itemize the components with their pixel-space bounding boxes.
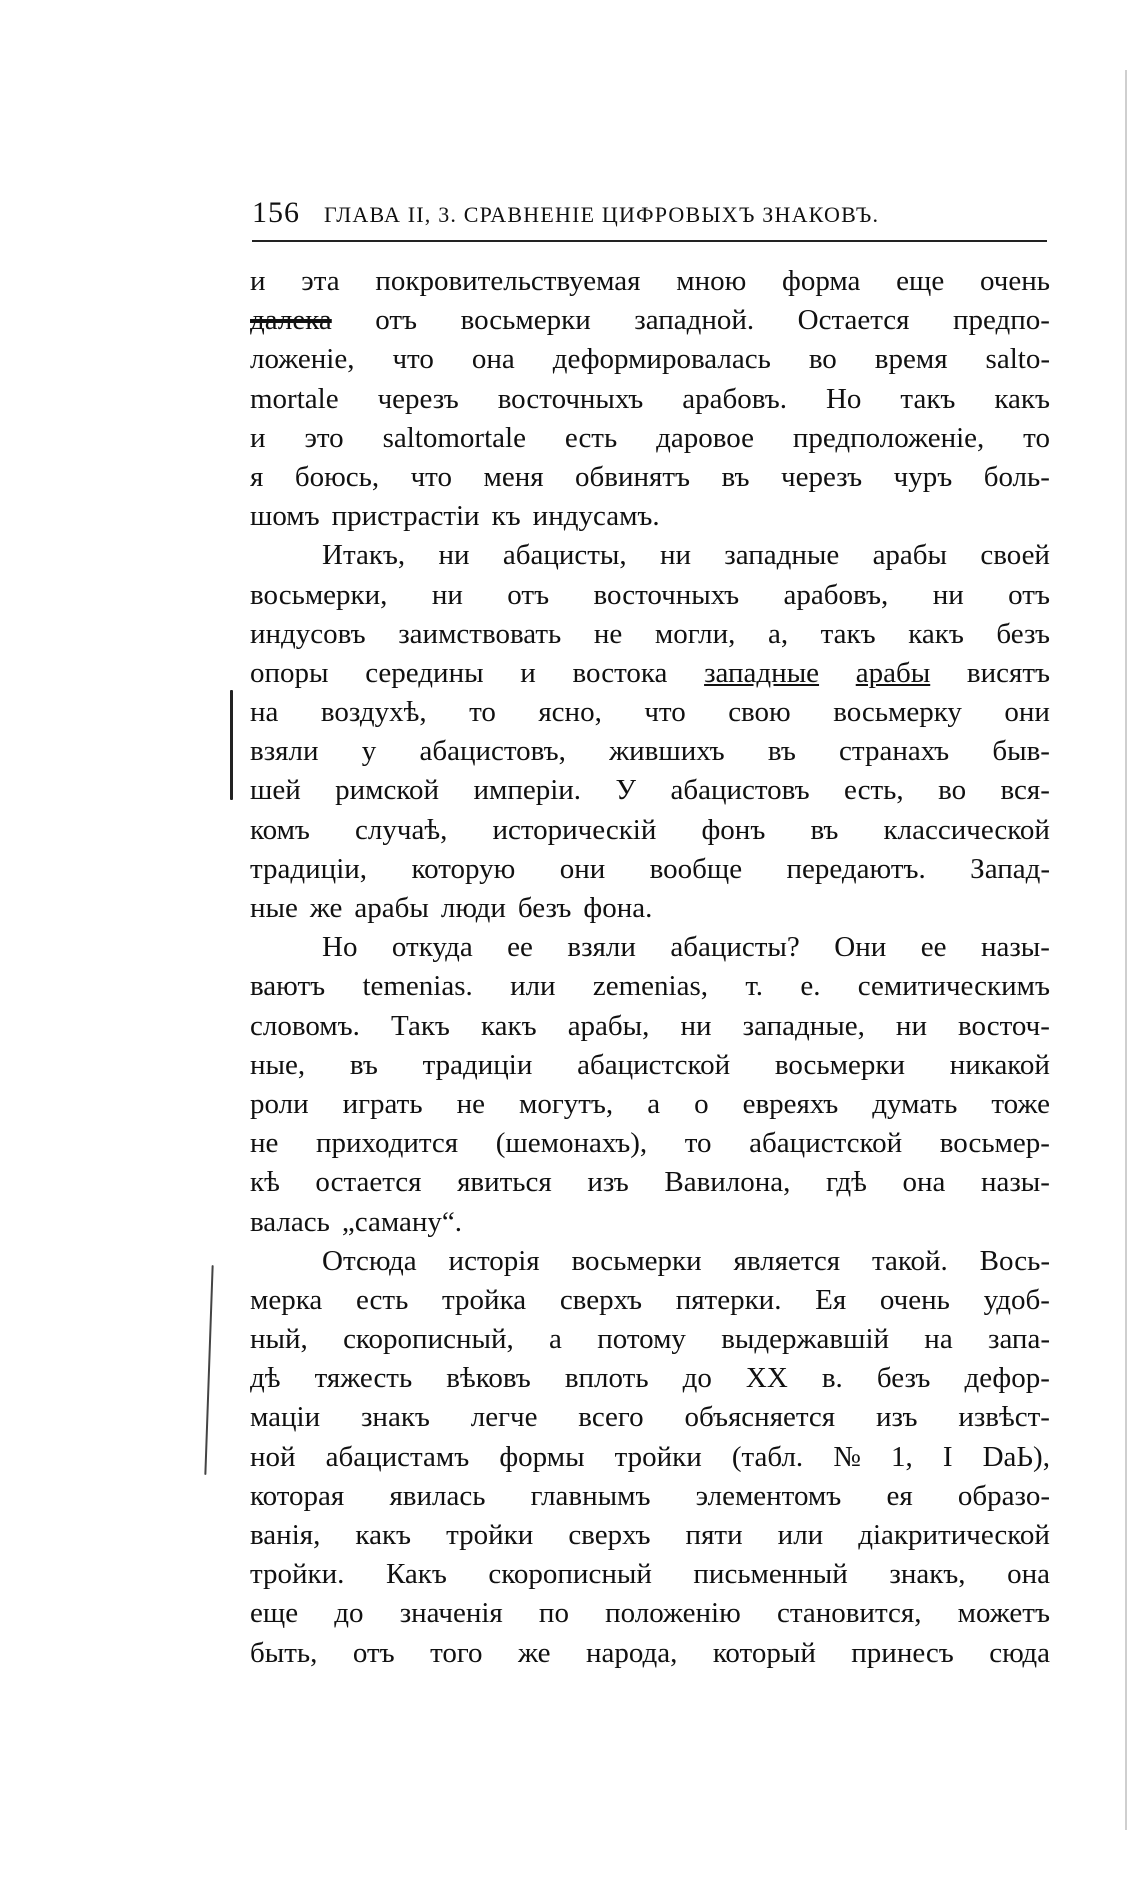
word: взяли — [250, 735, 319, 768]
word: абацистамъ — [325, 1440, 470, 1473]
word: восточ- — [958, 1009, 1050, 1042]
word: salto- — [985, 343, 1050, 376]
word: жившихъ — [609, 735, 725, 768]
word: отъ — [352, 1636, 395, 1669]
word: вся- — [1000, 774, 1050, 807]
word: чуръ — [893, 460, 953, 493]
word: арабовъ, — [783, 578, 889, 611]
word: можетъ — [957, 1597, 1050, 1630]
word: гдѣ — [825, 1166, 867, 1199]
word: Запад- — [970, 852, 1050, 885]
word: эта — [301, 265, 340, 297]
word: играть — [342, 1087, 423, 1120]
word: заимствовать — [398, 617, 562, 650]
word: какъ — [908, 617, 964, 650]
word: вообще — [649, 852, 743, 885]
text-line — [250, 1516, 1050, 1555]
word: еще — [250, 1597, 299, 1630]
word: ни — [431, 578, 463, 611]
word: значенія — [399, 1597, 503, 1630]
word: mortale — [250, 382, 339, 415]
word: Отсюда — [322, 1244, 417, 1277]
word: тройка — [442, 1283, 527, 1316]
word: является — [733, 1244, 841, 1277]
word: семитическимъ — [857, 970, 1050, 1003]
word: отъ — [1008, 578, 1050, 611]
word: запа- — [987, 1323, 1050, 1356]
word: ее — [507, 931, 533, 964]
text-line — [250, 1594, 1050, 1633]
word: арабы — [354, 892, 429, 924]
word: деформировалась — [552, 343, 771, 376]
word: изъ — [876, 1401, 918, 1434]
word: народа, — [585, 1636, 678, 1669]
word: словомъ. — [250, 1009, 360, 1042]
word: Итакъ, — [322, 539, 406, 572]
word: есть — [355, 1283, 409, 1316]
text-line — [250, 497, 1050, 536]
word: „саману“. — [341, 1205, 463, 1238]
word: черезъ — [780, 460, 863, 493]
word: шомъ — [250, 500, 320, 533]
word: кѣ — [250, 1166, 280, 1199]
text-line — [250, 771, 1050, 810]
word: ея — [886, 1479, 913, 1512]
word: 1, — [891, 1440, 913, 1473]
word: они — [559, 852, 606, 885]
word: отъ — [507, 578, 550, 611]
word: предпо- — [953, 304, 1050, 337]
word: еще — [896, 265, 945, 297]
word: классической — [883, 813, 1050, 846]
word: въ — [810, 813, 839, 846]
word: DaЬ), — [982, 1440, 1050, 1473]
word: западной. — [634, 304, 755, 337]
word: всего — [578, 1401, 644, 1434]
word: въ — [721, 460, 750, 493]
text-line — [250, 419, 1050, 458]
word: имперіи. — [473, 774, 582, 807]
text-line — [250, 1046, 1050, 1085]
word: западные, — [742, 1009, 865, 1042]
word: ной — [250, 1440, 296, 1473]
text-line — [250, 1320, 1050, 1359]
word: изъ — [587, 1166, 629, 1199]
text-line — [250, 301, 1050, 340]
word: не — [593, 617, 623, 650]
word: абацистской — [577, 1048, 731, 1081]
word: какъ — [355, 1519, 412, 1551]
word: temenias. — [362, 970, 473, 1003]
word: ясно, — [538, 696, 602, 729]
word: образо- — [957, 1479, 1050, 1512]
word: тяжесть — [314, 1362, 413, 1395]
word: обвинятъ — [575, 460, 691, 493]
text-line — [250, 654, 1050, 693]
word: Какъ — [385, 1558, 447, 1591]
word: быв- — [992, 735, 1050, 768]
word: традиціи, — [250, 852, 368, 885]
word: какъ — [994, 382, 1050, 415]
word: своей — [980, 539, 1050, 572]
word: они — [1004, 696, 1050, 729]
word: же — [309, 892, 343, 924]
word: она — [902, 1166, 946, 1199]
word: главнымъ — [530, 1479, 651, 1512]
word: быть, — [250, 1636, 318, 1669]
word: есть — [564, 421, 618, 454]
word: какъ — [481, 1009, 537, 1042]
word: а — [647, 1087, 661, 1120]
word: ные, — [250, 1048, 306, 1081]
word: никакой — [949, 1048, 1050, 1081]
word: извѣст- — [958, 1401, 1050, 1434]
word: восточныхъ — [593, 578, 740, 611]
word: мерка — [250, 1283, 323, 1316]
word: то — [1023, 421, 1050, 454]
word: есть, — [844, 774, 904, 807]
word: арабовъ. — [682, 382, 787, 415]
word: я — [250, 460, 264, 493]
margin-pencil-mark — [230, 690, 233, 800]
word: на — [250, 696, 279, 729]
word: абацистовъ — [670, 774, 810, 807]
page-number: 156 — [252, 196, 300, 229]
text-line — [250, 458, 1050, 497]
word: пятерки. — [675, 1283, 782, 1316]
word: безъ — [996, 617, 1050, 650]
word: очень — [879, 1283, 950, 1316]
word: тройки — [446, 1519, 534, 1551]
word: индусамъ. — [532, 500, 660, 533]
word: абацистовъ, — [419, 735, 566, 768]
word: даровое — [656, 421, 754, 454]
word: что — [392, 343, 434, 376]
text-line — [250, 693, 1050, 732]
text-line — [250, 850, 1050, 889]
word: опоры — [250, 656, 329, 689]
text-line — [250, 615, 1050, 654]
word: ный, — [250, 1323, 308, 1356]
text-line — [250, 889, 1050, 928]
word: передаютъ. — [786, 852, 926, 885]
word: скорописный — [488, 1558, 652, 1591]
text-line — [250, 536, 1050, 575]
word: письменный — [693, 1558, 848, 1591]
word: или — [777, 1519, 824, 1551]
word: ни — [438, 539, 470, 572]
word: боюсь, — [294, 460, 380, 493]
margin-pencil-mark — [204, 1265, 213, 1475]
word: на — [924, 1323, 953, 1356]
word: (табл. — [731, 1440, 804, 1473]
running-head: ГЛАВА II, 3. СРАВНЕНІЕ ЦИФРОВЫХЪ ЗНАКОВЪ. — [324, 202, 880, 227]
word: ванія, — [250, 1519, 321, 1551]
word: zemenias, — [592, 970, 709, 1003]
word: I — [942, 1440, 953, 1473]
word: положенію — [605, 1597, 741, 1630]
word: явилась — [389, 1479, 486, 1512]
text-line — [250, 1359, 1050, 1398]
word: что — [644, 696, 686, 729]
word: восьмерку — [833, 696, 962, 729]
word: остается — [315, 1166, 422, 1199]
word: время — [874, 343, 948, 376]
word: западные — [724, 539, 840, 572]
word: восточныхъ — [497, 382, 644, 415]
word: тоже — [991, 1087, 1050, 1120]
word: востока — [572, 656, 668, 689]
word: потому — [597, 1323, 686, 1356]
word: арабы — [872, 539, 948, 572]
word: абацистской — [749, 1127, 903, 1160]
text-line — [250, 1163, 1050, 1202]
word: восьмерки — [571, 1244, 702, 1277]
word: абацисты? — [670, 931, 800, 964]
word: въ — [767, 735, 796, 768]
word: знакъ — [360, 1401, 430, 1434]
word: роли — [250, 1087, 309, 1120]
word: а, — [767, 617, 789, 650]
word: во — [808, 343, 837, 376]
word: восьмер- — [939, 1127, 1050, 1160]
word: черезъ — [377, 382, 459, 415]
word: сверхъ — [559, 1283, 642, 1316]
word: фона. — [583, 892, 653, 924]
word: середины — [365, 656, 484, 689]
word: очень — [979, 265, 1050, 297]
word: меня — [483, 460, 544, 493]
text-line — [250, 262, 1050, 301]
word: арабы, — [567, 1009, 650, 1042]
text-line — [250, 1085, 1050, 1124]
word: комъ — [250, 813, 310, 846]
word: форма — [782, 265, 861, 297]
word: ни — [895, 1009, 927, 1042]
word: принесъ — [851, 1636, 954, 1669]
word: то — [469, 696, 496, 729]
word: то — [684, 1127, 712, 1160]
scan-edge-line — [1125, 70, 1127, 1830]
text-line — [250, 1124, 1050, 1163]
word: Ея — [815, 1283, 847, 1316]
word: элементомъ — [695, 1479, 842, 1512]
word: дефор- — [964, 1362, 1050, 1395]
word: явиться — [457, 1166, 552, 1199]
word: № — [833, 1440, 861, 1473]
word: фонъ — [701, 813, 766, 846]
text-line — [250, 1634, 1050, 1673]
word: назы- — [980, 1166, 1050, 1199]
text-line — [250, 967, 1050, 1006]
word: маціи — [250, 1401, 321, 1434]
word: в. — [821, 1362, 843, 1395]
word: далека — [250, 304, 332, 337]
word: исторія — [448, 1244, 540, 1277]
word: вплоть — [564, 1362, 649, 1395]
word: діакритической — [858, 1519, 1050, 1551]
word: Вось- — [979, 1244, 1050, 1277]
word: такъ — [900, 382, 956, 415]
word: ее — [920, 931, 947, 964]
word: который — [712, 1636, 816, 1669]
word: Но — [322, 931, 358, 964]
word: отъ — [375, 304, 418, 337]
word: думать — [872, 1087, 958, 1120]
word: откуда — [391, 931, 473, 964]
word: Они — [834, 931, 887, 964]
word: арабы — [855, 656, 931, 689]
word: восьмерки, — [250, 578, 388, 611]
word: люди — [440, 892, 506, 924]
text-line — [250, 1007, 1050, 1046]
word: могли, — [654, 617, 736, 650]
word: и — [520, 656, 536, 689]
word: висятъ — [966, 656, 1050, 689]
word: ни — [680, 1009, 712, 1042]
word: пристрастіи — [331, 500, 480, 533]
word: скорописный, — [343, 1323, 514, 1356]
word: сюда — [989, 1636, 1050, 1669]
text-line — [250, 576, 1050, 615]
word: предположеніе, — [792, 421, 985, 454]
word: во — [938, 774, 967, 807]
word: Остается — [797, 304, 910, 337]
word: абацисты, — [502, 539, 627, 572]
word: тройки. — [250, 1558, 345, 1591]
word: по — [538, 1597, 569, 1630]
word: историческій — [492, 813, 657, 846]
word: въ — [349, 1048, 378, 1081]
word: же — [517, 1636, 551, 1669]
word: не — [250, 1127, 279, 1160]
word: ложеніе, — [250, 343, 355, 376]
word: приходится — [316, 1127, 459, 1160]
word: римской — [335, 774, 440, 807]
word: о — [694, 1087, 709, 1120]
word: до — [334, 1597, 364, 1630]
word: ни — [659, 539, 691, 572]
word: ные — [250, 892, 298, 924]
word: восьмерки — [460, 304, 591, 337]
word: назы- — [980, 931, 1050, 964]
text-line — [250, 1477, 1050, 1516]
word: сверхъ — [568, 1519, 651, 1551]
body-text — [250, 262, 1050, 1673]
word: (шемонахъ), — [495, 1127, 648, 1160]
word: могутъ, — [519, 1087, 614, 1120]
word: это — [304, 421, 344, 454]
word: она — [1007, 1558, 1050, 1591]
text-line — [250, 811, 1050, 850]
word: ни — [932, 578, 964, 611]
word: выдержавшій — [721, 1323, 890, 1356]
text-line — [250, 380, 1050, 419]
page-header — [252, 196, 1047, 242]
word: ваютъ — [250, 970, 326, 1003]
word: случаѣ, — [355, 813, 448, 846]
word: индусовъ — [250, 617, 366, 650]
word: валась — [250, 1205, 330, 1238]
word: удоб- — [983, 1283, 1050, 1316]
word: къ — [491, 500, 521, 533]
word: Вавилона, — [664, 1166, 791, 1199]
word: становится, — [776, 1597, 922, 1630]
word: т. — [745, 970, 764, 1003]
word: вѣковъ — [446, 1362, 531, 1395]
word: взяли — [567, 931, 636, 964]
word: шей — [250, 774, 301, 807]
word: saltomortale — [382, 421, 526, 454]
word: а — [549, 1323, 562, 1356]
text-line — [250, 1398, 1050, 1437]
text-line — [250, 1203, 1050, 1242]
word: что — [410, 460, 452, 493]
text-line — [250, 1242, 1050, 1281]
word: У — [615, 774, 637, 807]
word: покровительствуемая — [375, 265, 641, 297]
word: у — [361, 735, 377, 768]
word: или — [510, 970, 556, 1003]
word: безъ — [517, 892, 572, 924]
text-line — [250, 1438, 1050, 1477]
text-line — [250, 1555, 1050, 1594]
text-line — [250, 1281, 1050, 1320]
word: она — [471, 343, 515, 376]
word: Но — [825, 382, 862, 415]
word: которая — [250, 1479, 345, 1512]
word: свою — [728, 696, 791, 729]
word: объясняется — [684, 1401, 836, 1434]
word: Такъ — [390, 1009, 450, 1042]
word: и — [250, 265, 266, 297]
text-line — [250, 340, 1050, 379]
word: такой. — [871, 1244, 948, 1277]
word: того — [430, 1636, 483, 1669]
word: пяти — [685, 1519, 743, 1551]
word: такъ — [820, 617, 876, 650]
word: традиціи — [422, 1048, 533, 1081]
word: воздухѣ, — [320, 696, 427, 729]
word: не — [456, 1087, 485, 1120]
word: тройки — [614, 1440, 702, 1473]
word: евреяхъ — [742, 1087, 839, 1120]
word: легче — [470, 1401, 538, 1434]
word: до — [682, 1362, 712, 1395]
word: боль- — [983, 460, 1050, 493]
word: и — [250, 421, 266, 454]
text-line — [250, 732, 1050, 771]
word: формы — [499, 1440, 585, 1473]
word: странахъ — [839, 735, 950, 768]
word: мною — [676, 265, 747, 297]
word: безъ — [876, 1362, 931, 1395]
word: западные — [704, 656, 820, 689]
word: знакъ, — [889, 1558, 966, 1591]
word: которую — [411, 852, 516, 885]
word: XX — [745, 1362, 788, 1395]
word: дѣ — [250, 1362, 281, 1395]
text-line — [250, 928, 1050, 967]
word: е. — [800, 970, 821, 1003]
word: восьмерки — [774, 1048, 905, 1081]
